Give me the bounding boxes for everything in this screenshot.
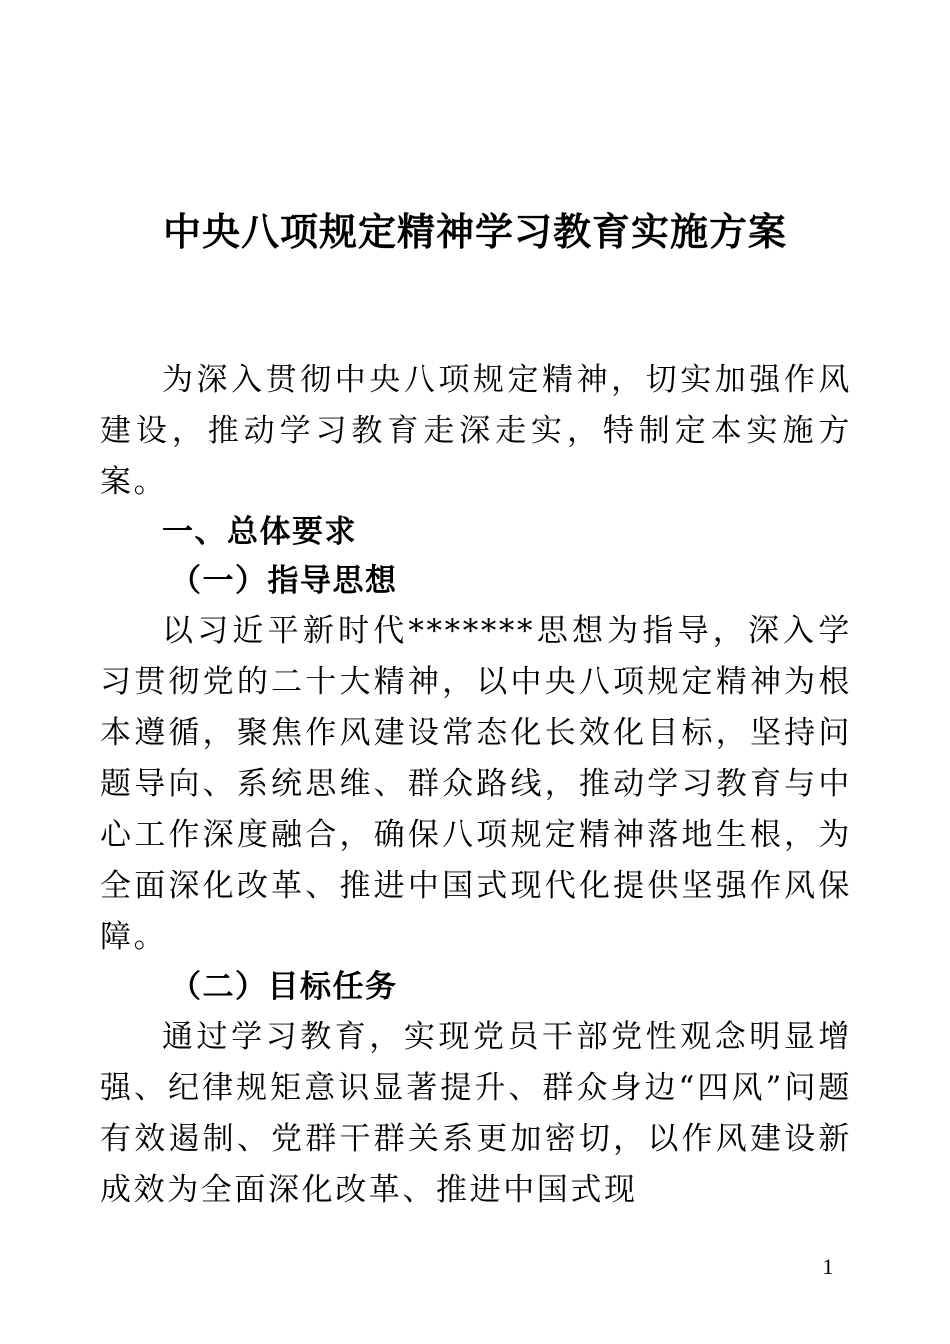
subsection-heading-goals-tasks: （二）目标任务	[170, 969, 398, 1005]
guiding-ideology-paragraph: 以习近平新时代*******思想为指导，深入学习贯彻党的二十大精神，以中央八项规定精神为根本遵循，聚焦作风建设常态化长效化目标，坚持问题导向、系统思维、群众路线，推动学习教育与中心工作深度融合，确保八项规定精神落地生根，为全面深化改革、推进中国式现代化提供坚强作风保障。	[100, 613, 852, 955]
document-body	[100, 355, 852, 1216]
section-heading-overall-requirements: 一、总体要求	[162, 514, 357, 550]
goals-tasks-paragraph: 通过学习教育，实现党员干部党性观念明显增强、纪律规矩意识显著提升、群众身边“四风”问题有效遏制、党群干群关系更加密切，以作风建设新成效为全面深化改革、推进中国式现	[100, 1019, 852, 1208]
subsection-heading-guiding-ideology: （一）指导思想	[170, 563, 398, 599]
intro-paragraph: 为深入贯彻中央八项规定精神，切实加强作风建设，推动学习教育走深走实，特制定本实施方案。	[100, 362, 852, 500]
document-title: 中央八项规定精神学习教育实施方案	[162, 209, 787, 254]
page-number: 1	[822, 1254, 834, 1279]
